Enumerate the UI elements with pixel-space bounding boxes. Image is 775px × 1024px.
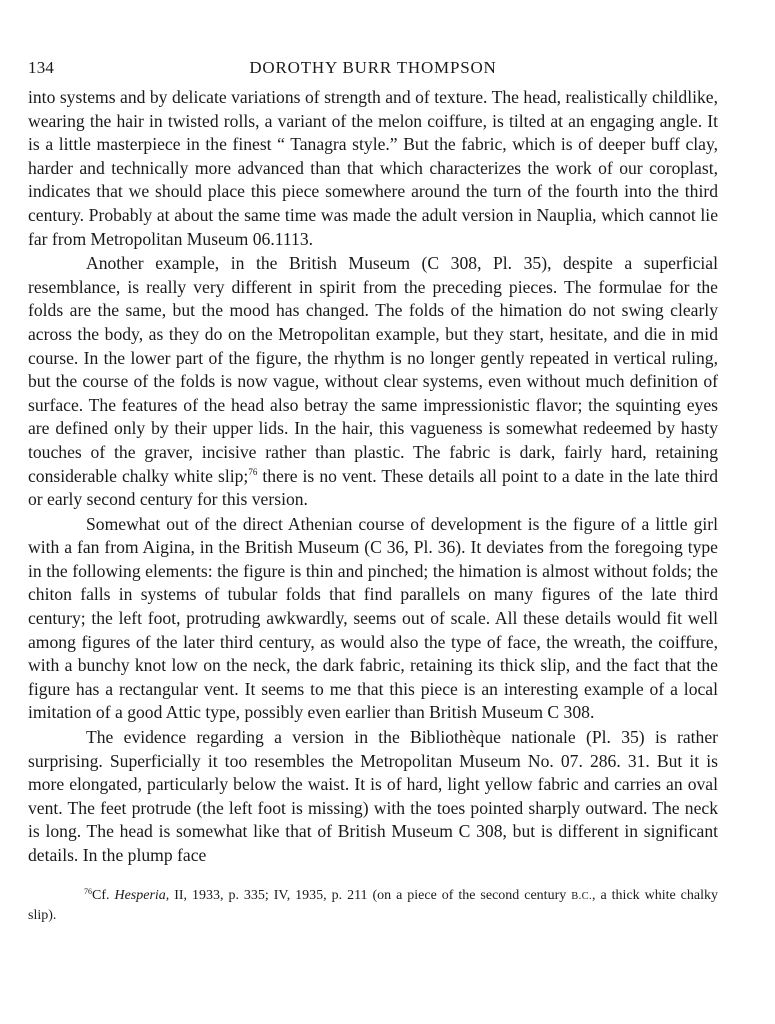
body-text	[28, 86, 718, 868]
footnote-journal: Hesperia	[114, 887, 166, 903]
running-head	[28, 58, 718, 86]
page-number: 134	[28, 58, 55, 77]
footnote-suffix: , a thick white chalky slip).	[28, 887, 718, 923]
footnote-middle: , II, 1933, p. 335; IV, 1935, p. 211 (on a piece of the second century	[165, 887, 572, 903]
paragraph-1: into systems and by delicate variations of strength and of texture. The head, realistically childlike, wearing the hair in twisted rolls, a variant of the melon coiffure, is tilted at an engaging angle. It is a little masterpiece in the finest “ Tanagra style.” But the fabric, which is of deeper buff clay, harder and technically more advanced than that which characterizes the work of our coroplast, indicates that we should place this piece somewhere around the turn of the fourth into the third century. Probably at about the same time was made the adult version in Nauplia, which cannot lie far from Metropolitan Museum 06.1113.	[28, 87, 718, 249]
paragraph-2-tail: there is no vent. These details all point to a date in the late third or early second century for this version.	[28, 465, 718, 510]
paragraph-3: Somewhat out of the direct Athenian course of development is the figure of a little girl with a fan from Aigina, in the British Museum (C 36, Pl. 36). It deviates from the foregoing type in the following elements: the figure is thin and pinched; the himation is almost without folds; the chiton falls in systems of tubular folds that find parallels on many figures of the late third century; the left foot, protruding awkwardly, seems out of scale. All these details would fit well among figures of the later third century, as would also the type of face, the wreath, the coiffure, with a bunchy knot low on the neck, the dark fabric, retaining its thick slip, and the fact that the figure has a rectangular vent. It seems to me that this piece is an interesting example of a local imitation of a good Attic type, possibly even earlier than British Museum C 308.	[28, 513, 718, 723]
footnotes	[28, 886, 718, 925]
paragraph-2	[28, 252, 718, 512]
page	[28, 58, 718, 925]
paragraph-4: The evidence regarding a version in the Bibliothèque nationale (Pl. 35) is rather surprising. Superficially it too resembles the Metropolitan Museum No. 07. 286. 31. But it is more elongated, particularly below the waist. It is of hard, light yellow fabric and carries an oval vent. The feet protrude (the left foot is missing) with the toes pointed sharply outward. The neck is long. The head is somewhat like that of British Museum C 308, but is different in significant details. In the plump face	[28, 727, 718, 865]
footnote-76	[28, 886, 718, 925]
paragraph-2-text: Another example, in the British Museum (C 308, Pl. 35), despite a superficial resemblance, is really very different in spirit from the preceding pieces. The formulae for the folds are the same, but the mood has changed. The folds of the himation do not swing clearly across the body, as they do on the Metropolitan example, but they start, hesitate, and die in mid course. In the lower part of the figure, the rhythm is no longer gently repeated in vertical ruling, but the course of the folds is now vague, without clear systems, even without much definition of surface. The features of the head also betray the same impressionistic flavor; the squinting eyes are defined only by their upper lids. In the hair, this vagueness is somewhat redeemed by hasty touches of the graver, incisive rather than plastic. The fabric is dark, fairly hard, retaining considerable chalky white slip;	[28, 253, 718, 486]
footnote-era: B.C.	[571, 890, 593, 902]
running-title: DOROTHY BURR THOMPSON	[249, 58, 497, 77]
footnote-number: 76	[84, 886, 92, 896]
footnote-prefix: Cf.	[92, 887, 115, 903]
footnote-reference: 76	[248, 466, 258, 477]
